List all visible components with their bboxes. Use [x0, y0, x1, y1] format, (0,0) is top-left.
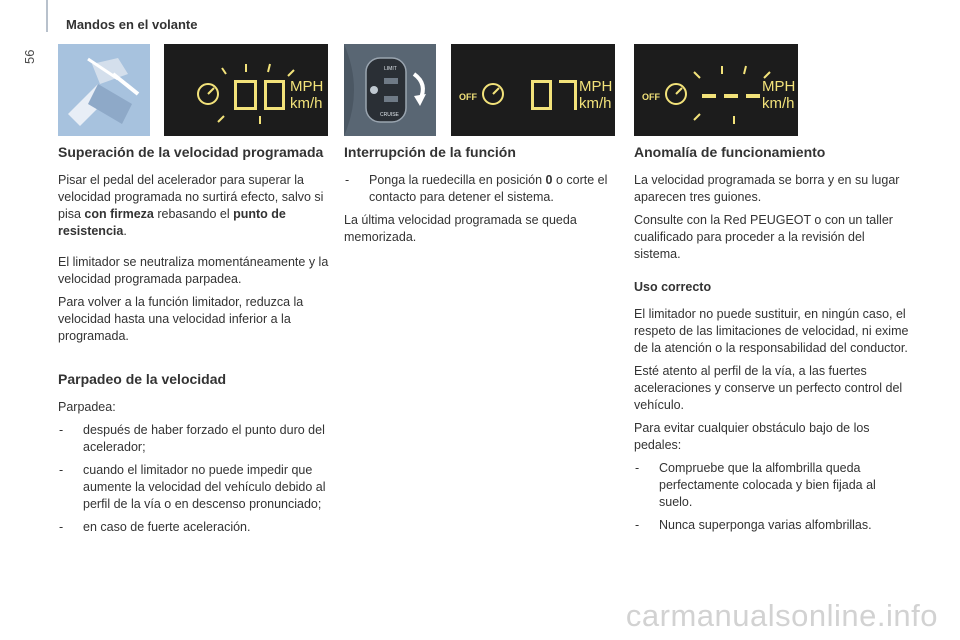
mph-label: MPH	[762, 78, 796, 95]
lcd-display-flashing	[164, 44, 328, 136]
paragraph-pedals: Para evitar cualquier obstáculo bajo de los pedales:	[634, 421, 870, 452]
column-overspeed	[58, 144, 330, 542]
list-flashing	[58, 422, 330, 536]
kmh-label: km/h	[762, 95, 795, 112]
list-item: - después de haber forzado el punto duro del acelerador;	[58, 422, 330, 456]
list-item: - cuando el limitador no puede impedir que aumente la velocidad del vehículo debido al perfil de la vía o en descenso pronunciado;	[58, 462, 330, 513]
cruise-label: CRUISE	[380, 112, 399, 118]
page-number: 56	[22, 49, 37, 64]
heading-interruption: Interrupción de la función	[344, 144, 516, 160]
paragraph-memorized: La última velocidad programada se queda memorizada.	[344, 213, 577, 244]
thumbwheel-icon	[370, 86, 378, 94]
paragraph-neutralize: El limitador se neutraliza momentáneamente y la velocidad programada parpadea.	[58, 255, 329, 286]
column-malfunction	[634, 144, 912, 540]
heading-overspeed: Superación de la velocidad programada	[58, 144, 324, 160]
off-label: OFF	[459, 92, 477, 102]
lcd-display-dashes	[634, 44, 798, 136]
heading-correct-use: Uso correcto	[634, 280, 712, 294]
speedometer-icon	[666, 84, 686, 104]
list-item: - Nunca superponga varias alfombrillas.	[634, 517, 912, 534]
kmh-label: km/h	[579, 95, 612, 112]
list-item: - Compruebe que la alfombrilla queda perfectamente colocada y bien fijada al suelo.	[634, 460, 912, 511]
column-interruption	[344, 144, 616, 252]
off-label: OFF	[642, 92, 660, 102]
mph-label: MPH	[579, 78, 613, 95]
paragraph-responsibility: El limitador no puede sustituir, en ningún caso, el respeto de las limitaciones de velocidad, ni exime de la atención o la responsabilidad del conductor.	[634, 307, 909, 355]
list-mats	[634, 460, 912, 534]
steering-control-illustration	[344, 44, 436, 136]
list-interruption	[344, 172, 616, 206]
limit-label: LIMIT	[384, 66, 397, 72]
paragraph-return: Para volver a la función limitador, reduzca la velocidad hasta una velocidad inferior a la programada.	[58, 295, 304, 343]
paragraph-attention: Esté atento al perfil de la vía, a las fuertes aceleraciones y conserve un perfecto control del vehículo.	[634, 364, 903, 412]
list-item: - en caso de fuerte aceleración.	[58, 519, 330, 536]
heading-malfunction: Anomalía de funcionamiento	[634, 144, 826, 160]
kmh-label: km/h	[290, 95, 323, 112]
watermark: carmanualsonline.info	[625, 598, 938, 633]
paragraph-consult: Consulte con la Red PEUGEOT o con un taller cualificado para proceder a la revisión del sistema.	[634, 213, 893, 261]
paragraph-flashes: Parpadea:	[58, 400, 116, 414]
speedometer-icon	[483, 84, 503, 104]
heading-flashing: Parpadeo de la velocidad	[58, 371, 227, 387]
section-header: Mandos en el volante	[66, 17, 198, 32]
speedometer-icon	[198, 84, 218, 104]
paragraph-dashes: La velocidad programada se borra y en su lugar aparecen tres guiones.	[634, 173, 900, 204]
list-item: - Ponga la ruedecilla en posición 0 o corte el contacto para detener el sistema.	[344, 172, 616, 206]
mph-label: MPH	[290, 78, 324, 95]
margin-bar	[46, 0, 48, 32]
pedal-illustration	[58, 44, 150, 136]
paragraph-overspeed: Pisar el pedal del acelerador para superar la velocidad programada no surtirá efecto, salvo si pisa con firmeza rebasando el punto de resistencia.	[58, 173, 324, 238]
lcd-display-off	[451, 44, 615, 136]
